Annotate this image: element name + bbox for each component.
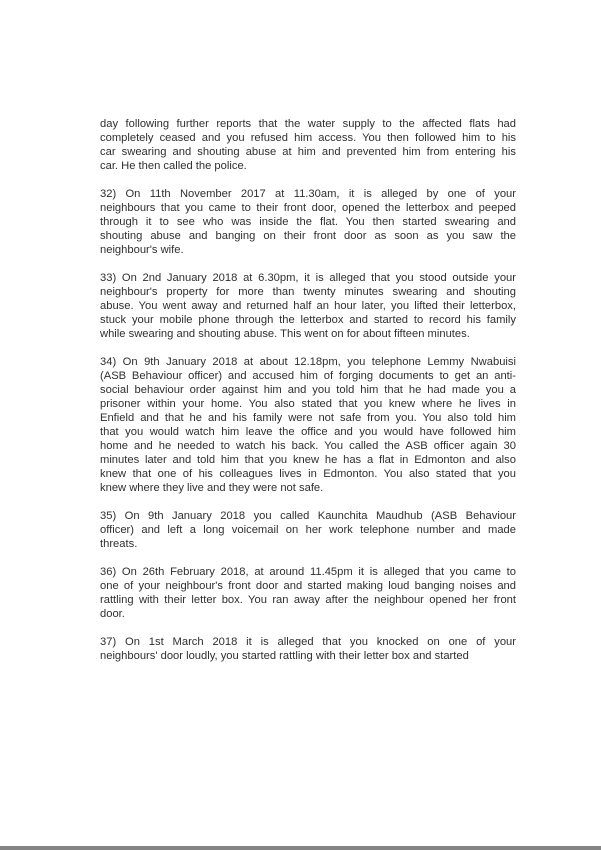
page-bottom-edge xyxy=(0,846,601,850)
paragraph xyxy=(100,271,516,341)
text-line: neighbour's wife. xyxy=(100,244,184,256)
text-line: day following further reports that the water supply to the affected flats had xyxy=(100,118,516,130)
text-line: 32) On 11th November 2017 at 11.30am, it is alleged by one of your xyxy=(100,188,516,200)
text-line: while swearing and shouting abuse. This went on for about fifteen minutes. xyxy=(100,328,470,340)
text-line: neighbours that you came to their front door, opened the letterbox and peeped xyxy=(100,202,516,214)
text-line: car swearing and shouting abuse at him and prevented him from entering his xyxy=(100,146,516,158)
text-line: social behaviour order against him and you told him that he had made you a xyxy=(100,384,516,396)
text-line: 36) On 26th February 2018, at around 11.45pm it is alleged that you came to xyxy=(100,566,516,578)
text-line: through it to see who was inside the flat. You then started swearing and xyxy=(100,216,516,228)
text-line: knew that one of his colleagues lives in Edmonton. You also stated that you xyxy=(100,468,516,480)
text-line: Enfield and that he and his family were not safe from you. You also told him xyxy=(100,412,516,424)
text-line: 34) On 9th January 2018 at about 12.18pm, you telephone Lemmy Nwabuisi xyxy=(100,356,516,368)
paragraph xyxy=(100,509,516,551)
paragraph xyxy=(100,355,516,495)
text-line: car. He then called the police. xyxy=(100,160,247,172)
text-line: 35) On 9th January 2018 you called Kaunchita Maudhub (ASB Behaviour xyxy=(100,510,516,522)
paragraph xyxy=(100,635,516,663)
document-text xyxy=(100,117,516,663)
text-line: rattling with their letter box. You ran away after the neighbour opened her front xyxy=(100,594,516,606)
text-line: home and he needed to watch his back. You called the ASB officer again 30 xyxy=(100,440,516,452)
text-line: one of your neighbour's front door and started making loud banging noises and xyxy=(100,580,516,592)
paragraph xyxy=(100,187,516,257)
text-line: shouting abuse and banging on their front door as soon as you saw the xyxy=(100,230,516,242)
text-line: minutes later and told him that you knew he has a flat in Edmonton and also xyxy=(100,454,516,466)
text-line: threats. xyxy=(100,538,138,550)
text-line: door. xyxy=(100,608,125,620)
text-line: neighbour's property for more than twenty minutes swearing and shouting xyxy=(100,286,516,298)
text-line: completely ceased and you refused him access. You then followed him to his xyxy=(100,132,516,144)
text-line: 33) On 2nd January 2018 at 6.30pm, it is alleged that you stood outside your xyxy=(100,272,516,284)
text-line: knew where they live and they were not safe. xyxy=(100,482,324,494)
text-line: officer) and left a long voicemail on her work telephone number and made xyxy=(100,524,516,536)
text-line: stuck your mobile phone through the letterbox and started to record his family xyxy=(100,314,516,326)
text-line: that you would watch him leave the office and you would have followed him xyxy=(100,426,516,438)
text-line: neighbours' door loudly, you started rattling with their letter box and started xyxy=(100,650,469,662)
paragraph xyxy=(100,117,516,173)
text-line: abuse. You went away and returned half an hour later, you lifted their letterbox, xyxy=(100,300,516,312)
text-line: 37) On 1st March 2018 it is alleged that you knocked on one of your xyxy=(100,636,516,648)
text-line: prisoner within your home. You also stated that you knew where he lives in xyxy=(100,398,516,410)
text-line: (ASB Behaviour officer) and accused him of forging documents to get an anti- xyxy=(100,370,516,382)
paragraph xyxy=(100,565,516,621)
